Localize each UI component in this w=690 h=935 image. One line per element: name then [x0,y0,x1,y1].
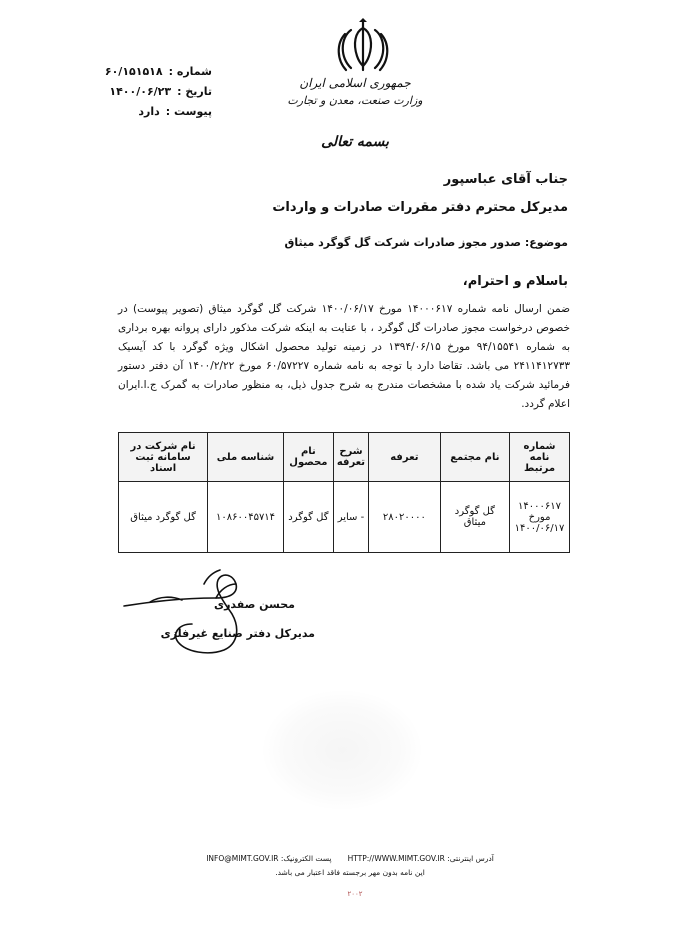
letter-number-label: شماره : [168,65,212,78]
ministry-name: وزارت صنعت، معدن و تجارت [287,94,423,107]
letter-meta [92,62,212,122]
letter-date-value: ۱۴۰۰/۰۶/۲۳ [109,85,172,98]
page-number: ۲۰۰۲ [347,890,363,898]
letter-date-row [92,82,212,102]
cell-product-name: گل گوگرد [283,482,333,553]
handwritten-signature-icon [120,562,320,662]
letter-number-value: ۶۰/۱۵۱۵۱۸ [104,65,163,78]
footer-email: پست الکترونیک: INFO@MIMT.GOV.IR [206,854,332,863]
footer-website: آدرس اینترنتی: HTTP://WWW.MIMT.GOV.IR [347,854,494,863]
salutation: باسلام و احترام، [462,274,568,289]
footer-contact-row [190,852,510,866]
signer-name: محسن صفدری [214,598,295,611]
recipient-title: مدیرکل محترم دفتر مقررات صادرات و واردات [272,200,568,215]
iran-emblem-icon [318,18,408,78]
signer-title: مدیرکل دفتر صنایع غیرفلزی [160,627,315,640]
letter-attachment-label: پیوست : [165,105,212,118]
cell-national-id: ۱۰۸۶۰۰۴۵۷۱۴ [208,482,284,553]
cell-tariff: ۲۸۰۲۰۰۰۰ [369,482,441,553]
cell-registered-company-name: گل گوگرد میثاق [119,482,208,553]
table-row [119,482,570,553]
recipient-name: جناب آقای عباسپور [443,172,568,187]
faded-seal-watermark [262,690,422,810]
letter-subject: موضوع: صدور مجوز صادرات شرکت گل گوگرد میثاق [284,236,568,249]
col-header-letter-number: شماره نامه مرتبط [510,433,570,482]
table-header-row [119,433,570,482]
footer-validity-note: این نامه بدون مهر برجسته فاقد اعتبار می باشد. [275,868,425,877]
letter-number-row [92,62,212,82]
country-name: جمهوری اسلامی ایران [299,76,411,90]
ministry-header [280,74,430,110]
col-header-national-id: شناسه ملی [208,433,284,482]
cell-letter-number: ۱۴۰۰۰۶۱۷ مورخ ۱۴۰۰/۰۶/۱۷ [510,482,570,553]
export-permit-table [118,432,570,553]
col-header-registered-company-name: نام شرکت در سامانه ثبت اسناد [119,433,208,482]
letter-date-label: تاریخ : [177,85,212,98]
col-header-product-name: نام محصول [283,433,333,482]
letter-attachment-row [92,102,212,122]
cell-complex-name: گل گوگرد میثاق [440,482,509,553]
letter-attachment-value: دارد [138,105,160,118]
col-header-tariff: تعرفه [369,433,441,482]
letter-body-paragraph: ضمن ارسال نامه شماره ۱۴۰۰۰۶۱۷ مورخ ۱۴۰۰/۰۶/۱۷ شرکت گل گوگرد میثاق (تصویر پیوست) در خصوص درخواست مجوز صادرات گل گوگرد ، با عنایت به اینکه شرکت مذکور دارای پروانه بهره برداری به شماره ۹۴/۱۵۵۴۱ مورخ ۱۳۹۴/۰۶/۱۵ در زمینه تولید محصول اشکال ویژه گوگرد با کد آیسیک ۲۴۱۱۴۱۲۷۳۳ می باشد. تقاضا دارد با توجه به نامه شماره ۶۰/۵۷۲۲۷ مورخ ۱۴۰۰/۲/۲۲ آن دفتر دستور فرمائید شرکت یاد شده با مشخصات مندرج به شرح جدول ذیل، به منظور صادرات به گمرک ج.ا.ایران اعلام گردد. [118,303,571,410]
page-footer [190,852,510,880]
col-header-tariff-description: شرح تعرفه [333,433,368,482]
col-header-complex-name: نام مجتمع [440,433,509,482]
bismillah: بسمه تعالی [321,134,389,150]
letter-body [118,300,570,414]
cell-tariff-description: - سایر [333,482,368,553]
